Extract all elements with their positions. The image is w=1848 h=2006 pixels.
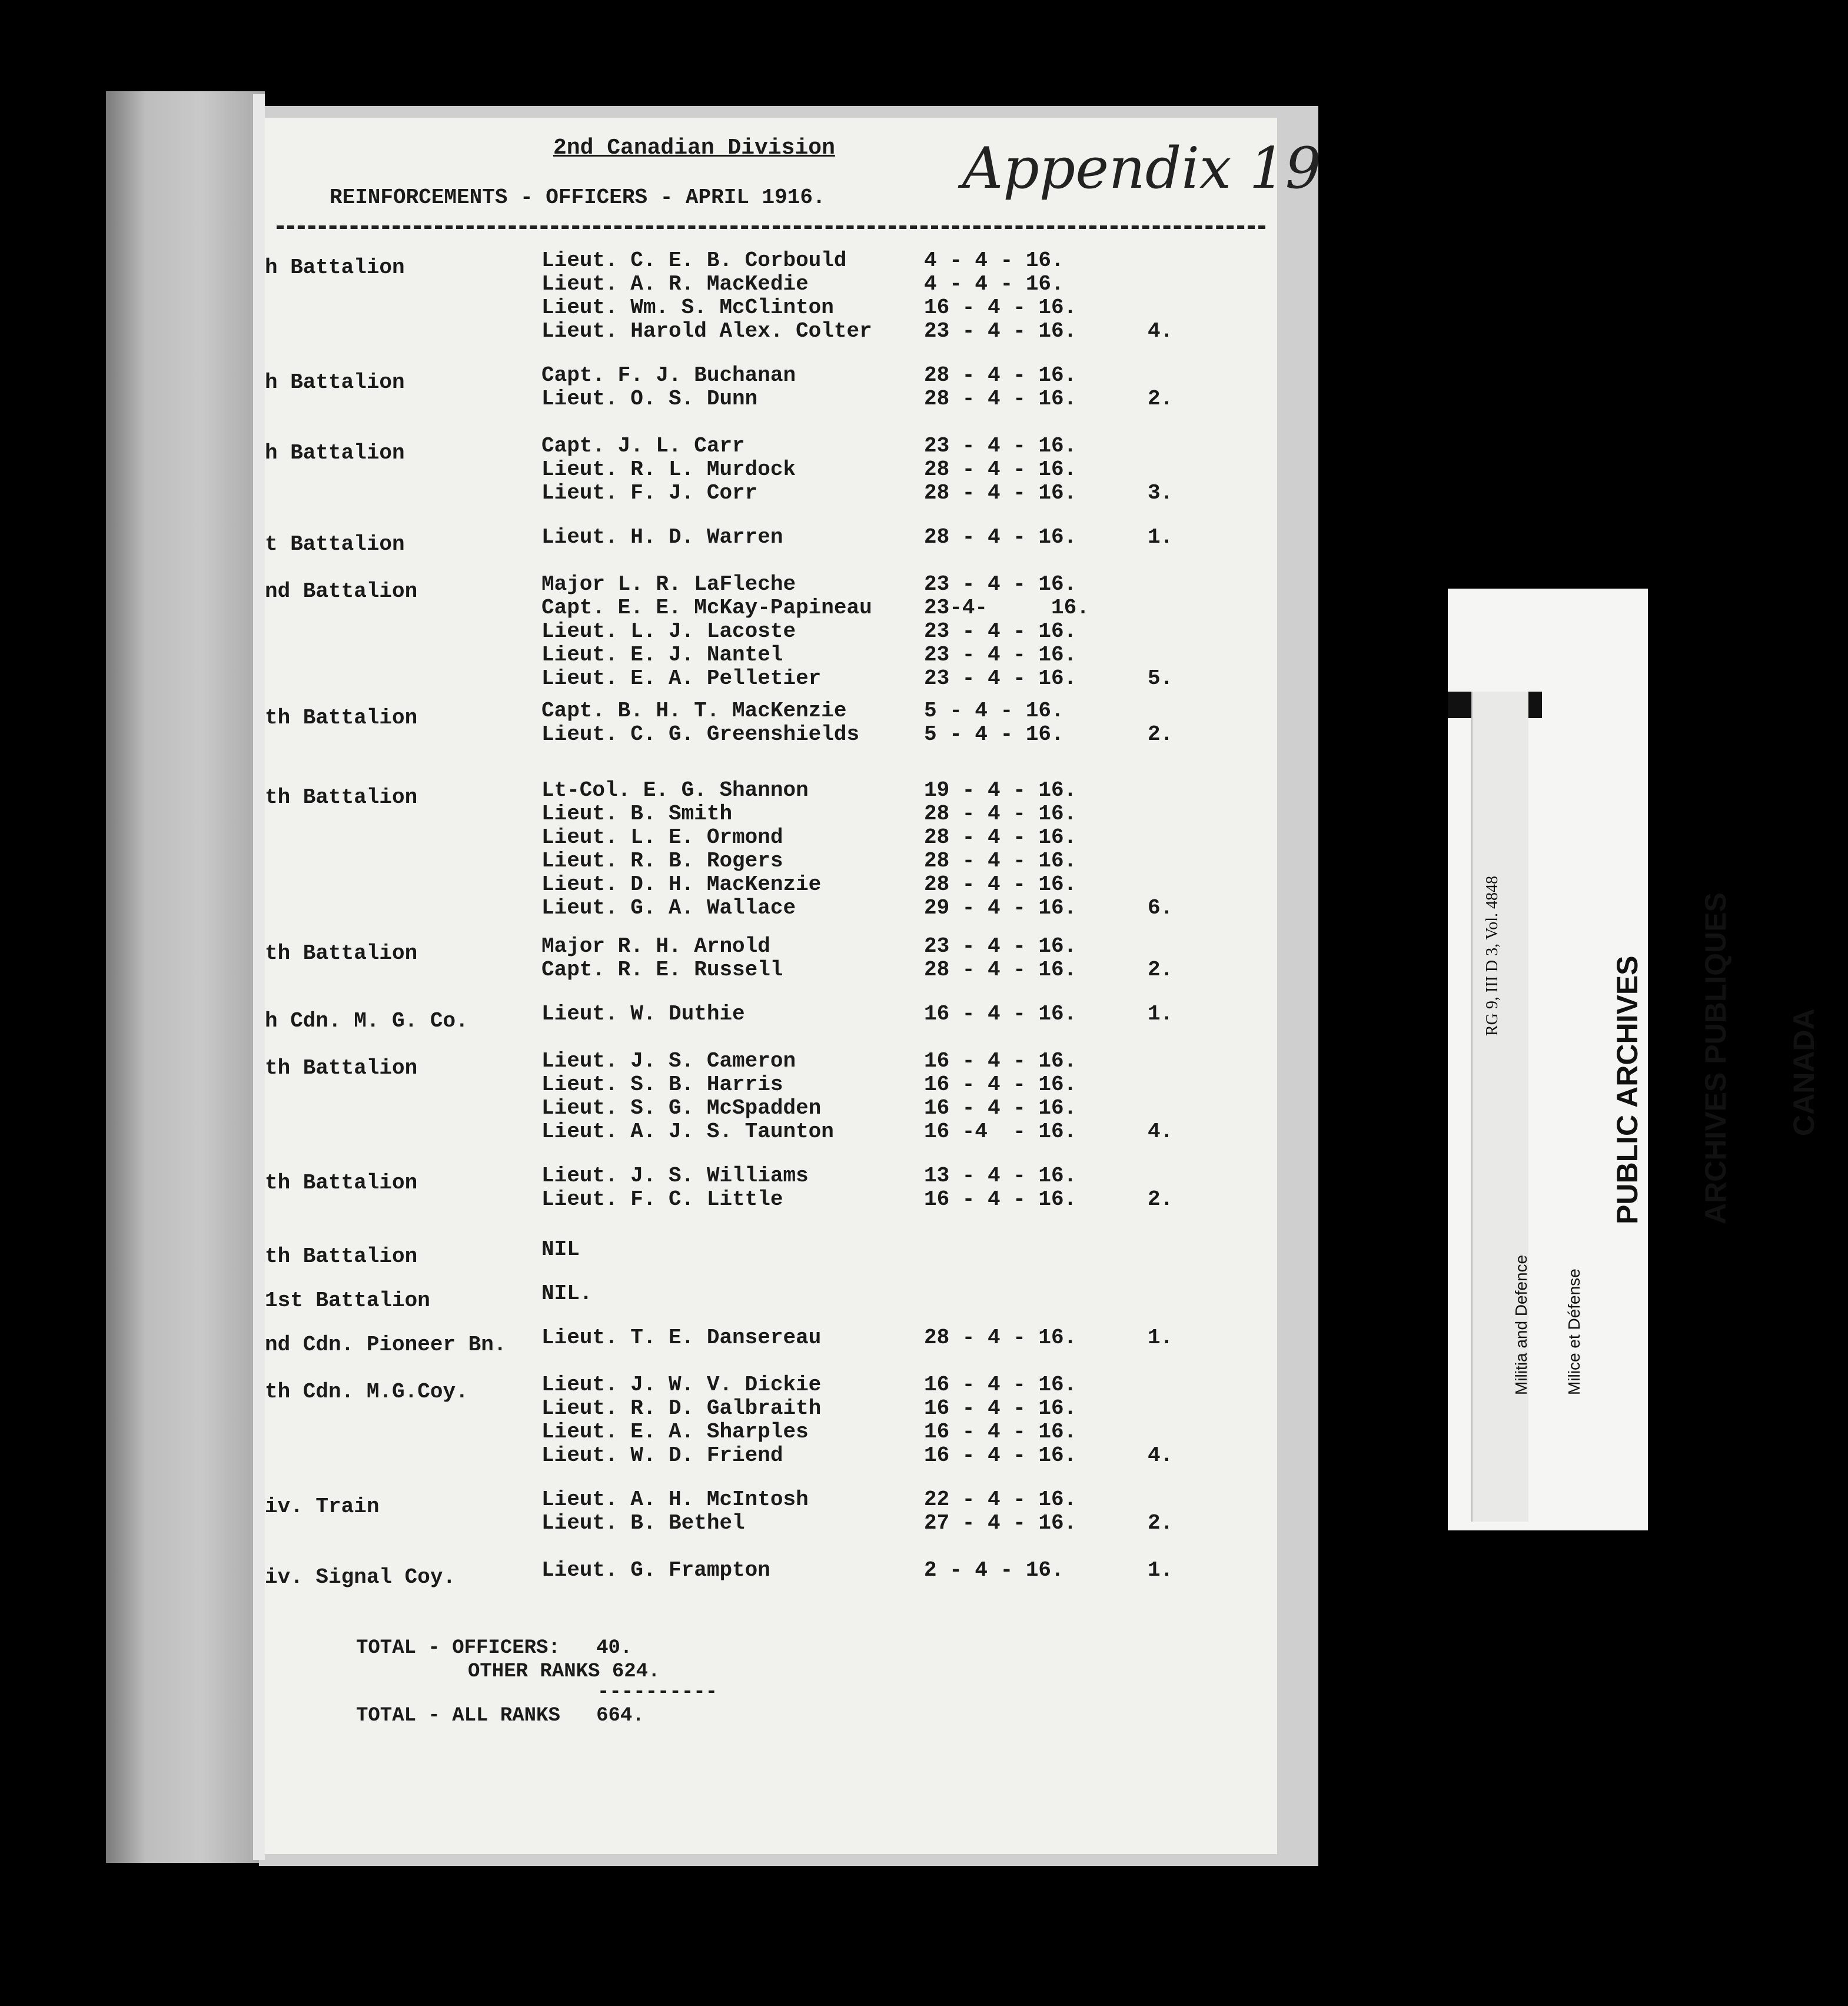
officer-name: Lieut. D. H. MacKenzie <box>541 872 822 896</box>
officer-name: Lieut. R. L. Murdock <box>541 457 796 481</box>
arrival-date: 28 - 4 - 16. <box>924 849 1077 873</box>
officer-names <box>541 699 942 746</box>
unit-name: th Battalion <box>265 706 418 730</box>
arrival-date: 2 - 4 - 16. <box>924 1558 1064 1582</box>
arrival-date: 16 - 4 - 16. <box>924 1443 1077 1467</box>
arrival-date: 16 - 4 - 16. <box>924 1187 1077 1211</box>
arrival-date: 23 - 4 - 16. <box>924 434 1077 458</box>
unit-name: nd Battalion <box>265 579 418 603</box>
arrival-dates <box>924 779 1124 920</box>
officer-name: Lieut. A. J. S. Taunton <box>541 1120 834 1144</box>
arrival-date: 13 - 4 - 16. <box>924 1164 1077 1188</box>
arrival-date: 16 - 4 - 16. <box>924 1072 1077 1097</box>
dept-en: Militia and Defence <box>1512 1254 1530 1395</box>
arrival-date: 16 - 4 - 16. <box>924 295 1077 320</box>
arrival-date: 4 - 4 - 16. <box>924 248 1064 273</box>
arrival-dates <box>924 935 1124 982</box>
officer-count: 4. <box>1148 1120 1174 1144</box>
officer-name: Lieut. Wm. S. McClinton <box>541 295 834 320</box>
officer-names <box>541 1326 942 1350</box>
unit-name: h Battalion <box>265 441 405 465</box>
arrival-date: 28 - 4 - 16. <box>924 1326 1077 1350</box>
archive-line-1: PUBLIC ARCHIVES <box>1611 955 1644 1224</box>
officer-name: Lieut. W. Duthie <box>541 1002 745 1026</box>
officer-name: Capt. B. H. T. MacKenzie <box>541 699 847 723</box>
unit-name: th Cdn. M.G.Coy. <box>265 1380 468 1404</box>
arrival-date: 28 - 4 - 16. <box>924 802 1077 826</box>
officer-name: Lieut. F. C. Little <box>541 1187 783 1211</box>
arrival-date: 28 - 4 - 16. <box>924 872 1077 896</box>
officer-name: Lieut. C. E. B. Corbould <box>541 248 847 273</box>
separator-dashes <box>277 225 1265 229</box>
arrival-dates <box>924 1559 1124 1582</box>
total-officers: TOTAL - OFFICERS: 40. <box>356 1637 633 1659</box>
officer-names <box>541 1002 942 1026</box>
label-card-strip <box>1471 692 1528 1522</box>
officer-name: Capt. R. E. Russell <box>541 958 783 982</box>
binder-spine <box>253 94 265 1860</box>
arrival-date: 23 - 4 - 16. <box>924 666 1077 690</box>
officer-name: Lieut. R. D. Galbraith <box>541 1396 822 1420</box>
officer-name: Lieut. G. Frampton <box>541 1558 770 1582</box>
unit-name: th Battalion <box>265 785 418 809</box>
officer-names <box>541 1238 942 1261</box>
officer-count: 1. <box>1148 1002 1174 1026</box>
total-all-ranks: TOTAL - ALL RANKS 664. <box>356 1705 644 1727</box>
officer-name: NIL <box>541 1237 580 1261</box>
officer-names <box>541 526 942 549</box>
officer-name: Capt. J. L. Carr <box>541 434 745 458</box>
archive-department <box>1477 1255 1601 1395</box>
dept-fr: Milice et Défense <box>1565 1268 1583 1395</box>
officer-name: Lieut. S. G. McSpadden <box>541 1096 822 1120</box>
handwritten-note: Appendix 19 <box>962 135 1321 201</box>
unit-name: h Battalion <box>265 370 405 394</box>
arrival-dates <box>924 434 1124 505</box>
officer-names <box>541 1164 942 1211</box>
officer-name: Lieut. L. E. Ormond <box>541 825 783 849</box>
unit-name: th Battalion <box>265 1056 418 1080</box>
unit-name: iv. Train <box>265 1494 380 1519</box>
officer-name: Lieut. J. S. Cameron <box>541 1049 796 1073</box>
archive-name <box>1554 892 1848 1224</box>
officer-names <box>541 1488 942 1535</box>
officer-name: Capt. F. J. Buchanan <box>541 363 796 387</box>
arrival-dates <box>924 1373 1124 1467</box>
officer-name: Lieut. B. Smith <box>541 802 733 826</box>
officer-name: Lieut. T. E. Dansereau <box>541 1326 822 1350</box>
officer-count: 2. <box>1148 1511 1174 1535</box>
arrival-date: 16 - 4 - 16. <box>924 1096 1077 1120</box>
unit-name: 1st Battalion <box>265 1288 430 1313</box>
officer-name: Lieut. E. A. Pelletier <box>541 666 822 690</box>
officer-names <box>541 935 942 982</box>
document-page <box>265 118 1321 1854</box>
arrival-date: 16 - 4 - 16. <box>924 1002 1077 1026</box>
unit-name: iv. Signal Coy. <box>265 1565 456 1589</box>
officer-name: Lieut. H. D. Warren <box>541 525 783 549</box>
officer-count: 1. <box>1148 1326 1174 1350</box>
arrival-date: 16 -4 - 16. <box>924 1120 1077 1144</box>
totals-separator: ---------- <box>597 1681 718 1703</box>
officer-name: Lieut. W. D. Friend <box>541 1443 783 1467</box>
officer-count: 5. <box>1148 666 1174 690</box>
arrival-dates <box>924 699 1124 746</box>
officer-count: 2. <box>1148 1187 1174 1211</box>
arrival-date: 19 - 4 - 16. <box>924 778 1077 802</box>
officer-count: 6. <box>1148 896 1174 920</box>
arrival-date: 4 - 4 - 16. <box>924 272 1064 296</box>
total-other-ranks: OTHER RANKS 624. <box>468 1660 660 1683</box>
officer-name: NIL. <box>541 1281 593 1306</box>
arrival-date: 28 - 4 - 16. <box>924 525 1077 549</box>
arrival-date: 22 - 4 - 16. <box>924 1487 1077 1512</box>
arrival-date: 23 - 4 - 16. <box>924 619 1077 643</box>
officer-name: Lt-Col. E. G. Shannon <box>541 778 809 802</box>
arrival-date: 16 - 4 - 16. <box>924 1396 1077 1420</box>
arrival-date: 28 - 4 - 16. <box>924 825 1077 849</box>
unit-name: h Battalion <box>265 255 405 280</box>
officer-count: 3. <box>1148 481 1174 505</box>
officer-names <box>541 1559 942 1582</box>
officer-names <box>541 434 942 505</box>
arrival-dates <box>924 526 1124 549</box>
arrival-date: 16 - 4 - 16. <box>924 1049 1077 1073</box>
officer-count: 4. <box>1148 319 1174 343</box>
arrival-dates <box>924 573 1124 690</box>
officer-name: Lieut. L. J. Lacoste <box>541 619 796 643</box>
unit-name: th Battalion <box>265 1244 418 1268</box>
arrival-date: 23 - 4 - 16. <box>924 319 1077 343</box>
officer-name: Lieut. A. H. McIntosh <box>541 1487 809 1512</box>
arrival-date: 23 - 4 - 16. <box>924 934 1077 958</box>
officer-name: Lieut. B. Bethel <box>541 1511 745 1535</box>
unit-name: nd Cdn. Pioneer Bn. <box>265 1333 507 1357</box>
officer-names <box>541 573 942 690</box>
officer-name: Lieut. A. R. MacKedie <box>541 272 809 296</box>
officer-name: Lieut. S. B. Harris <box>541 1072 783 1097</box>
officer-count: 2. <box>1148 958 1174 982</box>
officer-name: Lieut. G. A. Wallace <box>541 896 796 920</box>
officer-name: Lieut. O. S. Dunn <box>541 387 758 411</box>
officer-count: 1. <box>1148 1558 1174 1582</box>
officer-names <box>541 1050 942 1144</box>
officer-name: Lieut. Harold Alex. Colter <box>541 319 872 343</box>
arrival-dates <box>924 249 1124 343</box>
officer-name: Lieut. R. B. Rogers <box>541 849 783 873</box>
officer-count: 4. <box>1148 1443 1174 1467</box>
arrival-date: 5 - 4 - 16. <box>924 722 1064 746</box>
arrival-date: 29 - 4 - 16. <box>924 896 1077 920</box>
archive-reference: RG 9, III D 3, Vol. 4848 <box>1483 876 1501 1036</box>
arrival-dates <box>924 1164 1124 1211</box>
arrival-date: 5 - 4 - 16. <box>924 699 1064 723</box>
unit-name: h Cdn. M. G. Co. <box>265 1009 468 1033</box>
officer-name: Major L. R. LaFleche <box>541 572 796 596</box>
unit-name: th Battalion <box>265 1171 418 1195</box>
officer-names <box>541 249 942 343</box>
officer-name: Major R. H. Arnold <box>541 934 770 958</box>
arrival-date: 23-4- 16. <box>924 596 1089 620</box>
arrival-dates <box>924 364 1124 411</box>
officer-name: Lieut. F. J. Corr <box>541 481 758 505</box>
officer-name: Lieut. C. G. Greenshields <box>541 722 860 746</box>
officer-name: Lieut. J. W. V. Dickie <box>541 1373 822 1397</box>
arrival-date: 28 - 4 - 16. <box>924 387 1077 411</box>
officer-names <box>541 1282 942 1306</box>
arrival-date: 16 - 4 - 16. <box>924 1373 1077 1397</box>
officer-names <box>541 779 942 920</box>
archive-line-2: ARCHIVES PUBLIQUES <box>1699 892 1732 1224</box>
document-title: 2nd Canadian Division <box>553 135 835 161</box>
archive-line-3: CANADA <box>1787 1008 1820 1136</box>
unit-name: th Battalion <box>265 941 418 965</box>
officer-name: Capt. E. E. McKay-Papineau <box>541 596 872 620</box>
arrival-date: 28 - 4 - 16. <box>924 457 1077 481</box>
arrival-date: 28 - 4 - 16. <box>924 481 1077 505</box>
unit-name: t Battalion <box>265 532 405 556</box>
arrival-dates <box>924 1326 1124 1350</box>
officer-name: Lieut. E. J. Nantel <box>541 643 783 667</box>
arrival-date: 28 - 4 - 16. <box>924 958 1077 982</box>
officer-name: Lieut. E. A. Sharples <box>541 1420 809 1444</box>
arrival-date: 16 - 4 - 16. <box>924 1420 1077 1444</box>
document-subtitle: REINFORCEMENTS - OFFICERS - APRIL 1916. <box>330 185 826 210</box>
officer-names <box>541 364 942 411</box>
officer-names <box>541 1373 942 1467</box>
officer-count: 2. <box>1148 387 1174 411</box>
arrival-date: 23 - 4 - 16. <box>924 572 1077 596</box>
arrival-date: 27 - 4 - 16. <box>924 1511 1077 1535</box>
arrival-date: 28 - 4 - 16. <box>924 363 1077 387</box>
binder-left-edge <box>106 91 265 1863</box>
arrival-dates <box>924 1050 1124 1144</box>
officer-count: 2. <box>1148 722 1174 746</box>
arrival-dates <box>924 1488 1124 1535</box>
officer-count: 1. <box>1148 525 1174 549</box>
arrival-date: 23 - 4 - 16. <box>924 643 1077 667</box>
officer-name: Lieut. J. S. Williams <box>541 1164 809 1188</box>
arrival-dates <box>924 1002 1124 1026</box>
